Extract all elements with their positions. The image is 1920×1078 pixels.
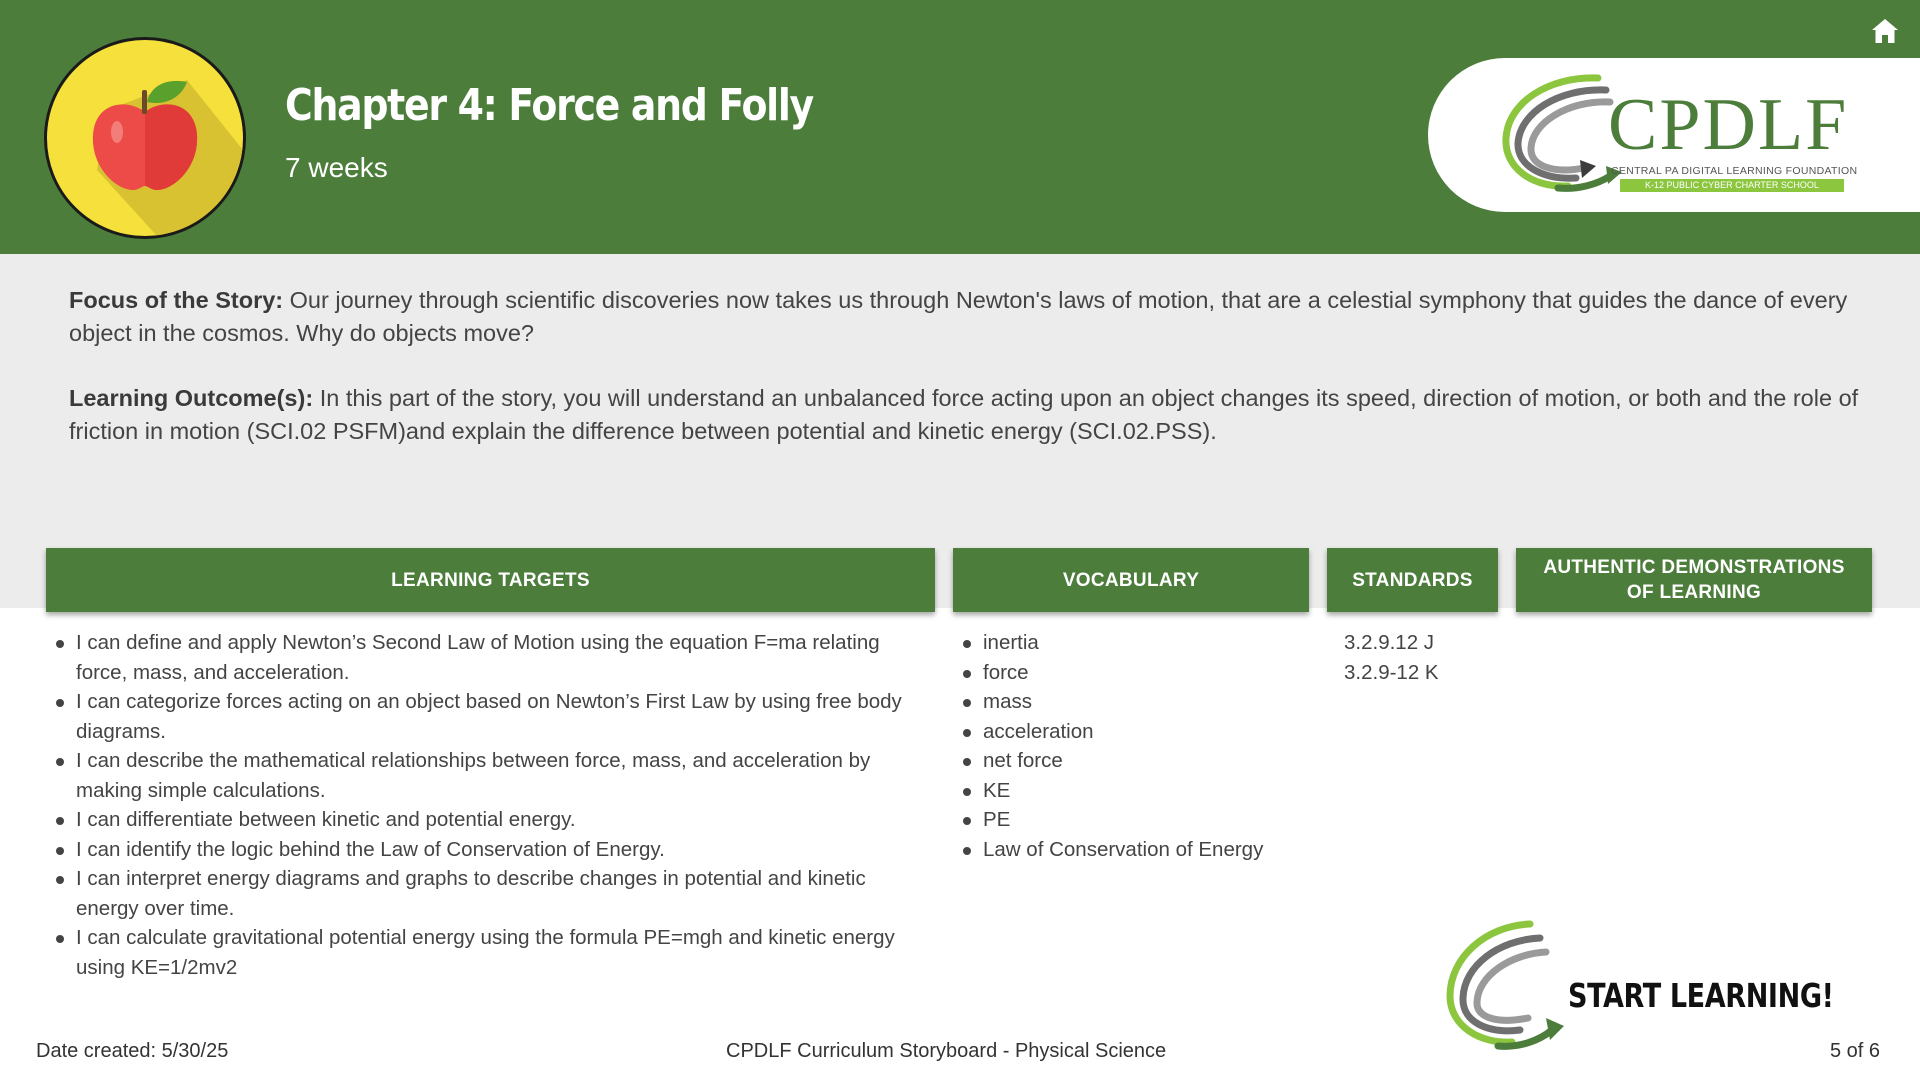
learning-targets-list [52, 628, 912, 982]
start-learning-label: START LEARNING! [1568, 976, 1834, 1015]
list-item: I can differentiate between kinetic and potential energy. [52, 805, 912, 835]
focus-paragraph [69, 284, 1859, 350]
list-item: I can define and apply Newton’s Second Law of Motion using the equation F=ma relating force, mass, and acceleration. [52, 628, 912, 687]
chapter-icon-circle [44, 37, 246, 239]
swoosh-logo-icon [1440, 918, 1570, 1058]
list-item: I can interpret energy diagrams and graphs to describe changes in potential and kinetic energy over time. [52, 864, 912, 923]
footer-title: CPDLF Curriculum Storyboard - Physical Science [726, 1040, 1167, 1062]
outcome-text: In this part of the story, you will understand an unbalanced force acting upon an object changes its speed, direction of motion, or both and the role of friction in motion (SCI.02 PSFM)and explain the difference between potential and kinetic energy (SCI.02.PSS). [69, 385, 1859, 444]
learning-targets-header: LEARNING TARGETS [46, 548, 935, 612]
list-item: acceleration [959, 717, 1299, 747]
list-item: inertia [959, 628, 1299, 658]
outcome-paragraph [69, 382, 1859, 448]
start-learning-button[interactable] [1440, 918, 1834, 1058]
vocabulary-list [959, 628, 1299, 864]
focus-text: Our journey through scientific discoveries now takes us through Newton's laws of motion, that are a celestial symphony that guides the dance of every object in the cosmos. Why do objects move? [69, 287, 1848, 346]
list-item: net force [959, 746, 1299, 776]
list-item: KE [959, 776, 1299, 806]
focus-label: Focus of the Story: [69, 287, 284, 313]
list-item: I can describe the mathematical relationships between force, mass, and acceleration by making simple calculations. [52, 746, 912, 805]
header-banner [0, 0, 1920, 254]
cpdlf-logo [1428, 58, 1920, 212]
outcome-label: Learning Outcome(s): [69, 385, 314, 411]
chapter-duration: 7 weeks [285, 152, 388, 183]
demonstrations-header [1516, 548, 1872, 612]
chapter-title: Chapter 4: Force and Folly [285, 80, 813, 131]
list-item: mass [959, 687, 1299, 717]
logo-tagline: K-12 PUBLIC CYBER CHARTER SCHOOL [1620, 179, 1844, 192]
footer-page-number: 5 of 6 [1830, 1040, 1881, 1062]
list-item: I can calculate gravitational potential energy using the formula PE=mgh and kinetic energy using KE=1/2mv2 [52, 923, 912, 982]
standards-header: STANDARDS [1327, 548, 1498, 612]
list-item: Law of Conservation of Energy [959, 835, 1299, 865]
logo-wordmark: CPDLF [1608, 84, 1849, 166]
standards-list [1344, 628, 1439, 687]
demonstrations-header-line1: AUTHENTIC DEMONSTRATIONS [1543, 557, 1845, 578]
vocabulary-header: VOCABULARY [953, 548, 1309, 612]
list-item: I can categorize forces acting on an object based on Newton’s First Law by using free body diagrams. [52, 687, 912, 746]
logo-subtitle: CENTRAL PA DIGITAL LEARNING FOUNDATION [1611, 165, 1858, 177]
apple-icon [47, 40, 243, 236]
list-item: PE [959, 805, 1299, 835]
list-item: I can identify the logic behind the Law of Conservation of Energy. [52, 835, 912, 865]
footer-date: Date created: 5/30/25 [36, 1040, 229, 1062]
standard-item: 3.2.9.12 J [1344, 631, 1435, 654]
home-icon[interactable] [1870, 16, 1900, 46]
standard-item: 3.2.9-12 K [1344, 660, 1439, 684]
list-item: force [959, 658, 1299, 688]
demonstrations-header-line2: OF LEARNING [1626, 582, 1762, 603]
